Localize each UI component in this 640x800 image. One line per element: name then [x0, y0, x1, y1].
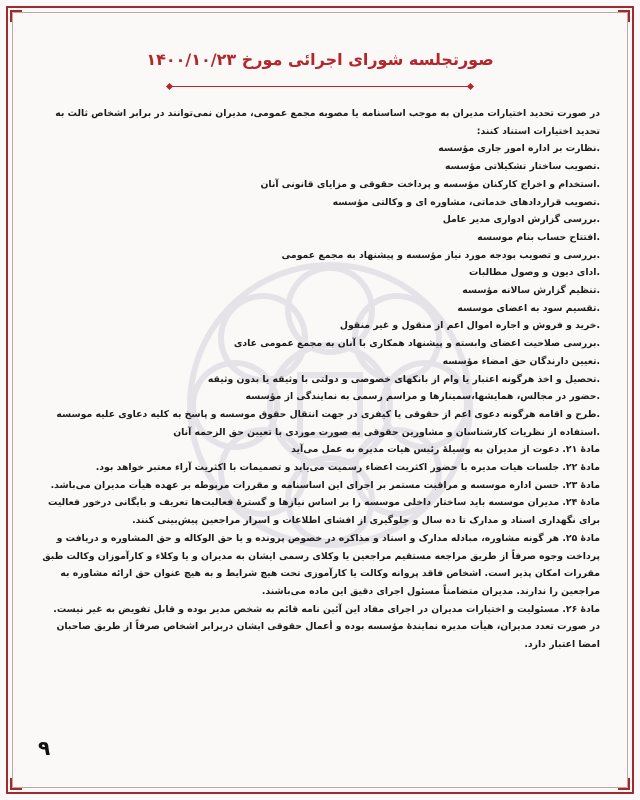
article-22: مادهٔ ۲۲. جلسات هیات مدیره با حضور اکثریت اعضاء رسمیت می‌یابد و تصمیمات با اکثریت آراء معتبر خواهد بود.: [95, 462, 600, 474]
list-item: .طرح و اقامه هرگونه دعوی اعم از حقوقی یا کیفری در جهت انتقال حقوق موسسه و پاسخ به کلیه دعاوی علیه موسسه: [56, 408, 600, 420]
article-25: مادهٔ ۲۵. هر گونه مشاوره، مبادله مدارک و اسناد و مذاکره در خصوص پرونده و یا حق الوکاله و حق المشاوره و دریافت و پرداخت وجوه صرفاً از طریق مراجعه مستقیم مراجعین یا وکلای رسمی ایشان به مدیران و یا وکلاء و کارآموزان وکالت طبق مقررات امکان پذیر است. اشخاص فاقد پروانه وکالت یا کارآموزی تحت هیچ شرایط و به هیچ عنوان حق ارائه مشاوره به مراجعین را ندارند. مدیران متضامناً مسئول اجرای دقیق این ماده می‌باشند.: [42, 532, 600, 597]
article-21: مادهٔ ۲۱. دعوت از مدیران به وسیلهٔ رئیس هیات مدیره به عمل می‌آید: [291, 444, 600, 456]
article-24: مادهٔ ۲۴. مدیران موسسه باید ساختار داخلی موسسه را بر اساس نیازها و گسترهٔ فعالیت‌ها تعریف و بایگانی درخور فعالیت برای نگهداری اسناد و مدارک تا ده سال و جلوگیری از افشای اطلاعات و اسرار مراجعین پیش‌بینی کنند.: [48, 497, 600, 527]
list-item: .تقسیم سود به اعضای موسسه: [457, 302, 600, 314]
list-item: .بررسی صلاحیت اعضای وابسته و پیشنهاد همکاری با آنان به مجمع عمومی عادی: [233, 338, 600, 350]
page-number: ۹: [38, 736, 51, 760]
list-item: .تصویب قراردادهای خدماتی، مشاوره ای و وکالتی مؤسسه: [332, 196, 600, 208]
list-item: .افتتاح حساب بنام موسسه: [477, 231, 600, 243]
list-item: .استخدام و اخراج کارکنان مؤسسه و پرداخت حقوقی و مزایای قانونی آنان: [260, 178, 600, 190]
list-item: .استفاده از نظریات کارشناسان و مشاورین حقوقی به صورت موردی با تعیین حق الزحمه آنان: [173, 426, 600, 438]
title-divider: [170, 86, 470, 87]
list-item: .بررسی و تصویب بودجه مورد نیاز مؤسسه و پیشنهاد به مجمع عمومی: [281, 249, 600, 261]
list-item: .تحصیل و اخذ هرگونه اعتبار یا وام از بانکهای خصوصی و دولتی با وثیقه یا بدون وثیقه: [207, 373, 600, 385]
intro-paragraph: در صورت تحدید اختیارات مدیران به موجب اساسنامه یا مصوبه مجمع عمومی، مدیران نمی‌توانند در برابر اشخاص ثالث به تحدید اختیارات استناد کنند:: [55, 108, 600, 137]
list-item: .ادای دیون و وصول مطالبات: [468, 267, 600, 279]
list-item: .تنظیم گزارش سالانه مؤسسه: [462, 285, 600, 297]
list-item: .حضور در مجالس، همایشها،سمینارها و مراسم رسمی به نمایندگی از مؤسسه: [245, 391, 600, 403]
list-item: .خرید و فروش و اجاره اموال اعم از منقول و غیر منقول: [339, 320, 600, 332]
list-item: .بررسی گزارش ادواری مدیر عامل: [442, 214, 600, 226]
list-item: .تصویب ساختار تشکیلاتی مؤسسه: [445, 161, 600, 173]
article-23: مادهٔ ۲۳. حسن اداره موسسه و مراقبت مستمر بر اجرای این اساسنامه و مقررات مربوطه بر عهده هیأت مدیران می‌باشد.: [50, 479, 600, 491]
page-title: صورتجلسه شورای اجرائی مورخ ۱۴۰۰/۱۰/۲۳: [146, 50, 494, 69]
list-item: .نظارت بر اداره امور جاری مؤسسه: [438, 143, 600, 155]
list-item: .تعیین دارندگان حق امضاء مؤسسه: [442, 355, 600, 367]
article-26: مادهٔ ۲۶. مسئولیت و اختیارات مدیران در اجرای مفاد این آئین نامه قائم به شخص مدیر بوده و قابل تفویض به غیر نیست. در صورت تعدد مدیران، هیأت مدیره نمایندهٔ مؤسسه بوده و أعمال حقوقی ایشان دربرابر اشخاص صرفاً از طریق صاحبان امضا اعتبار دارد.: [53, 603, 600, 651]
document-body: [40, 105, 600, 760]
